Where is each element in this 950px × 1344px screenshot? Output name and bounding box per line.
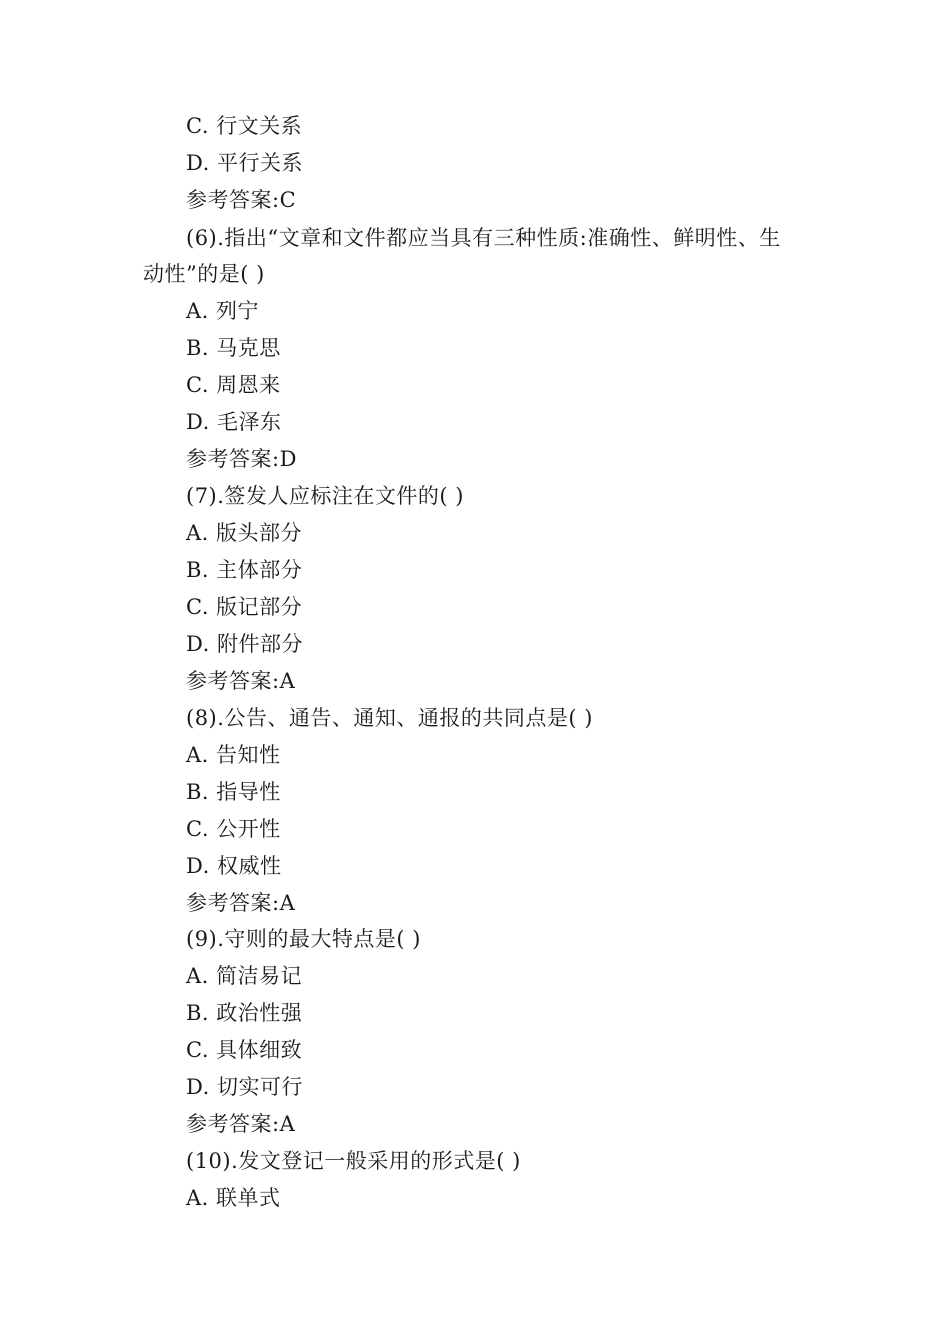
q9-option-c: C. 具体细致 <box>186 1038 303 1062</box>
q9-option-a: A. 简洁易记 <box>186 964 303 988</box>
q7-question: (7).签发人应标注在文件的( ) <box>186 484 464 508</box>
q9-option-d: D. 切实可行 <box>186 1075 303 1099</box>
q8-option-d: D. 权威性 <box>186 854 282 878</box>
q8-option-c: C. 公开性 <box>186 817 281 841</box>
q8-option-a: A. 告知性 <box>186 743 281 767</box>
q9-question: (9).守则的最大特点是( ) <box>186 927 421 951</box>
q8-question: (8).公告、通告、通知、通报的共同点是( ) <box>186 706 593 730</box>
q7-option-a: A. 版头部分 <box>186 521 303 545</box>
q6-option-d: D. 毛泽东 <box>186 410 282 434</box>
q10-option-a: A. 联单式 <box>186 1186 281 1210</box>
q5-option-d: D. 平行关系 <box>186 151 303 175</box>
q6-option-a: A. 列宁 <box>186 299 260 323</box>
q7-answer: 参考答案:A <box>186 669 296 693</box>
q5-option-c: C. 行文关系 <box>186 114 303 138</box>
q8-answer: 参考答案:A <box>186 891 296 915</box>
q7-option-c: C. 版记部分 <box>186 595 303 619</box>
q6-question: (6).指出“文章和文件都应当具有三种性质:准确性、鲜明性、生 <box>186 226 781 250</box>
q9-option-b: B. 政治性强 <box>186 1001 303 1025</box>
q6-option-b: B. 马克思 <box>186 336 281 360</box>
q7-option-b: B. 主体部分 <box>186 558 303 582</box>
q6-answer: 参考答案:D <box>186 447 297 471</box>
q7-option-d: D. 附件部分 <box>186 632 303 656</box>
q6-option-c: C. 周恩来 <box>186 373 281 397</box>
q6-question-cont: 动性”的是( ) <box>143 262 265 286</box>
q5-answer: 参考答案:C <box>186 188 297 212</box>
q10-question: (10).发文登记一般采用的形式是( ) <box>186 1149 521 1173</box>
q9-answer: 参考答案:A <box>186 1112 296 1136</box>
q8-option-b: B. 指导性 <box>186 780 281 804</box>
